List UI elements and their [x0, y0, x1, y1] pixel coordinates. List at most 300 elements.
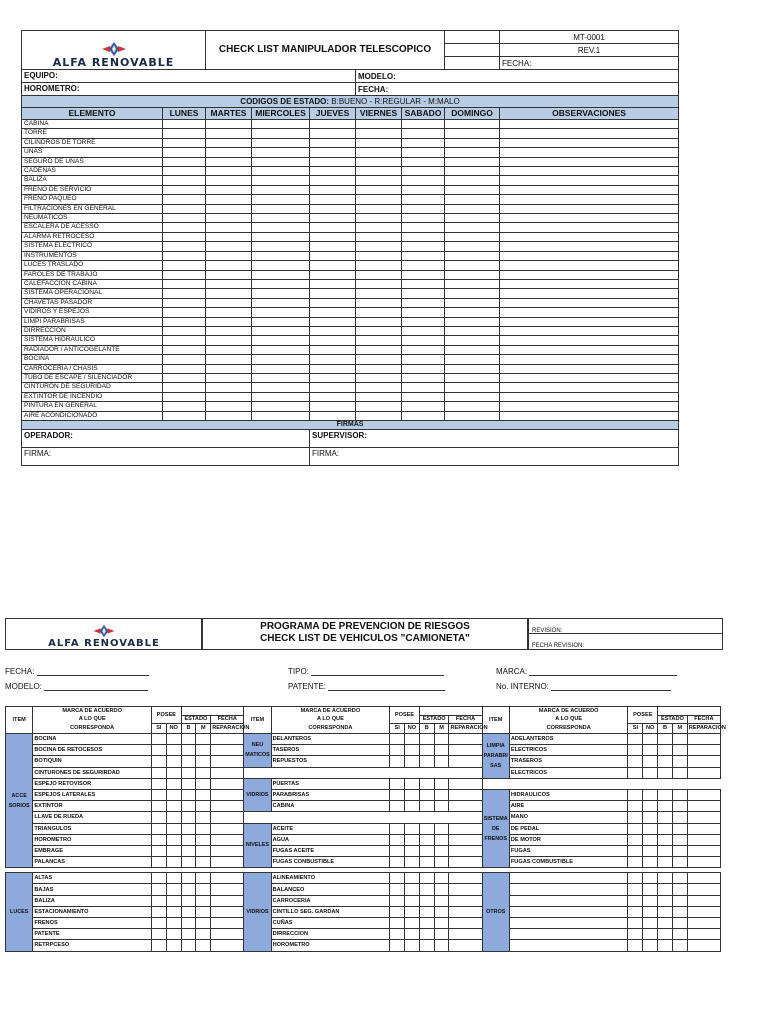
si-check-cell[interactable]	[390, 734, 405, 745]
b-check-cell[interactable]	[181, 745, 196, 756]
day-check-cell[interactable]	[356, 402, 402, 411]
si-check-cell[interactable]	[151, 734, 166, 745]
day-check-cell[interactable]	[252, 195, 310, 204]
fecha-reparacion-check-cell[interactable]	[449, 823, 482, 834]
day-check-cell[interactable]	[252, 279, 310, 288]
b-check-cell[interactable]	[658, 767, 673, 778]
no-check-cell[interactable]	[405, 940, 420, 951]
m-check-cell[interactable]	[672, 756, 687, 767]
day-check-cell[interactable]	[310, 204, 356, 213]
no-check-cell[interactable]	[643, 929, 658, 940]
day-check-cell[interactable]	[402, 195, 445, 204]
no-check-cell[interactable]	[405, 778, 420, 789]
day-check-cell[interactable]	[356, 364, 402, 373]
day-check-cell[interactable]	[445, 402, 500, 411]
day-check-cell[interactable]	[206, 242, 252, 251]
day-check-cell[interactable]	[445, 308, 500, 317]
si-check-cell[interactable]	[390, 745, 405, 756]
day-check-cell[interactable]	[163, 129, 206, 138]
observations-cell[interactable]	[500, 345, 679, 354]
fecha-reparacion-check-cell[interactable]	[211, 929, 244, 940]
b-check-cell[interactable]	[181, 929, 196, 940]
no-check-cell[interactable]	[405, 745, 420, 756]
fecha-reparacion-check-cell[interactable]	[687, 857, 720, 868]
fecha-reparacion-check-cell[interactable]	[687, 756, 720, 767]
day-check-cell[interactable]	[163, 270, 206, 279]
fecha-reparacion-check-cell[interactable]	[211, 812, 244, 823]
m-check-cell[interactable]	[434, 789, 449, 800]
day-check-cell[interactable]	[310, 148, 356, 157]
day-check-cell[interactable]	[163, 336, 206, 345]
day-check-cell[interactable]	[252, 355, 310, 364]
day-check-cell[interactable]	[445, 317, 500, 326]
day-check-cell[interactable]	[445, 120, 500, 129]
day-check-cell[interactable]	[206, 204, 252, 213]
b-check-cell[interactable]	[419, 895, 434, 906]
fecha-reparacion-check-cell[interactable]	[687, 884, 720, 895]
si-check-cell[interactable]	[151, 745, 166, 756]
fecha-reparacion-check-cell[interactable]	[687, 734, 720, 745]
day-check-cell[interactable]	[163, 308, 206, 317]
fecha-reparacion-check-cell[interactable]	[687, 823, 720, 834]
day-check-cell[interactable]	[402, 157, 445, 166]
no-check-cell[interactable]	[405, 918, 420, 929]
observations-cell[interactable]	[500, 148, 679, 157]
observations-cell[interactable]	[500, 157, 679, 166]
m-check-cell[interactable]	[196, 823, 211, 834]
no-check-cell[interactable]	[166, 778, 181, 789]
no-check-cell[interactable]	[643, 906, 658, 917]
day-check-cell[interactable]	[445, 251, 500, 260]
day-check-cell[interactable]	[445, 176, 500, 185]
day-check-cell[interactable]	[445, 364, 500, 373]
day-check-cell[interactable]	[356, 326, 402, 335]
day-check-cell[interactable]	[445, 345, 500, 354]
observations-cell[interactable]	[500, 185, 679, 194]
day-check-cell[interactable]	[445, 232, 500, 241]
day-check-cell[interactable]	[402, 204, 445, 213]
m-check-cell[interactable]	[672, 834, 687, 845]
day-check-cell[interactable]	[356, 261, 402, 270]
day-check-cell[interactable]	[252, 138, 310, 147]
day-check-cell[interactable]	[402, 167, 445, 176]
day-check-cell[interactable]	[252, 120, 310, 129]
fecha-reparacion-check-cell[interactable]	[449, 895, 482, 906]
day-check-cell[interactable]	[206, 402, 252, 411]
b-check-cell[interactable]	[419, 918, 434, 929]
day-check-cell[interactable]	[163, 411, 206, 420]
si-check-cell[interactable]	[151, 845, 166, 856]
day-check-cell[interactable]	[206, 129, 252, 138]
si-check-cell[interactable]	[151, 789, 166, 800]
day-check-cell[interactable]	[163, 242, 206, 251]
day-check-cell[interactable]	[163, 298, 206, 307]
si-check-cell[interactable]	[628, 845, 643, 856]
day-check-cell[interactable]	[445, 129, 500, 138]
b-check-cell[interactable]	[658, 756, 673, 767]
day-check-cell[interactable]	[356, 176, 402, 185]
day-check-cell[interactable]	[163, 364, 206, 373]
b-check-cell[interactable]	[658, 857, 673, 868]
b-check-cell[interactable]	[181, 789, 196, 800]
fecha-reparacion-check-cell[interactable]	[687, 918, 720, 929]
m-check-cell[interactable]	[434, 756, 449, 767]
day-check-cell[interactable]	[445, 242, 500, 251]
day-check-cell[interactable]	[206, 232, 252, 241]
no-check-cell[interactable]	[166, 734, 181, 745]
m-check-cell[interactable]	[196, 884, 211, 895]
b-check-cell[interactable]	[419, 845, 434, 856]
day-check-cell[interactable]	[402, 308, 445, 317]
si-check-cell[interactable]	[390, 834, 405, 845]
day-check-cell[interactable]	[310, 176, 356, 185]
day-check-cell[interactable]	[356, 214, 402, 223]
m-check-cell[interactable]	[434, 884, 449, 895]
observations-cell[interactable]	[500, 214, 679, 223]
no-check-cell[interactable]	[405, 895, 420, 906]
b-check-cell[interactable]	[658, 895, 673, 906]
b-check-cell[interactable]	[419, 745, 434, 756]
b-check-cell[interactable]	[181, 767, 196, 778]
day-check-cell[interactable]	[252, 326, 310, 335]
no-check-cell[interactable]	[405, 789, 420, 800]
fecha-reparacion-check-cell[interactable]	[211, 895, 244, 906]
observations-cell[interactable]	[500, 176, 679, 185]
day-check-cell[interactable]	[445, 411, 500, 420]
day-check-cell[interactable]	[402, 129, 445, 138]
day-check-cell[interactable]	[402, 148, 445, 157]
si-check-cell[interactable]	[628, 834, 643, 845]
fecha-reparacion-check-cell[interactable]	[449, 801, 482, 812]
horometro-field[interactable]: HOROMETRO:	[22, 83, 356, 96]
b-check-cell[interactable]	[419, 789, 434, 800]
day-check-cell[interactable]	[445, 223, 500, 232]
day-check-cell[interactable]	[402, 373, 445, 382]
fecha-reparacion-check-cell[interactable]	[211, 767, 244, 778]
observations-cell[interactable]	[500, 364, 679, 373]
no-check-cell[interactable]	[643, 789, 658, 800]
day-check-cell[interactable]	[356, 204, 402, 213]
day-check-cell[interactable]	[356, 138, 402, 147]
m-check-cell[interactable]	[196, 929, 211, 940]
si-check-cell[interactable]	[390, 918, 405, 929]
m-check-cell[interactable]	[672, 734, 687, 745]
day-check-cell[interactable]	[310, 223, 356, 232]
day-check-cell[interactable]	[310, 195, 356, 204]
day-check-cell[interactable]	[402, 242, 445, 251]
fecha-reparacion-check-cell[interactable]	[687, 745, 720, 756]
observations-cell[interactable]	[500, 204, 679, 213]
day-check-cell[interactable]	[163, 392, 206, 401]
m-check-cell[interactable]	[196, 940, 211, 951]
observations-cell[interactable]	[500, 411, 679, 420]
si-check-cell[interactable]	[390, 756, 405, 767]
day-check-cell[interactable]	[356, 129, 402, 138]
fecha-reparacion-check-cell[interactable]	[687, 801, 720, 812]
fecha-reparacion-check-cell[interactable]	[449, 734, 482, 745]
fecha-reparacion-check-cell[interactable]	[211, 884, 244, 895]
day-check-cell[interactable]	[310, 242, 356, 251]
day-check-cell[interactable]	[163, 232, 206, 241]
m-check-cell[interactable]	[434, 857, 449, 868]
no-check-cell[interactable]	[166, 812, 181, 823]
si-check-cell[interactable]	[151, 767, 166, 778]
observations-cell[interactable]	[500, 167, 679, 176]
si-check-cell[interactable]	[151, 873, 166, 884]
si-check-cell[interactable]	[151, 918, 166, 929]
day-check-cell[interactable]	[206, 176, 252, 185]
no-check-cell[interactable]	[166, 823, 181, 834]
m-check-cell[interactable]	[434, 834, 449, 845]
supervisor-signature-field[interactable]: FIRMA:	[310, 448, 679, 466]
day-check-cell[interactable]	[445, 157, 500, 166]
observations-cell[interactable]	[500, 138, 679, 147]
observations-cell[interactable]	[500, 279, 679, 288]
day-check-cell[interactable]	[356, 251, 402, 260]
day-check-cell[interactable]	[163, 157, 206, 166]
m-check-cell[interactable]	[434, 801, 449, 812]
b-check-cell[interactable]	[181, 756, 196, 767]
observations-cell[interactable]	[500, 402, 679, 411]
no-check-cell[interactable]	[166, 906, 181, 917]
day-check-cell[interactable]	[252, 261, 310, 270]
day-check-cell[interactable]	[252, 402, 310, 411]
observations-cell[interactable]	[500, 195, 679, 204]
b-check-cell[interactable]	[181, 778, 196, 789]
si-check-cell[interactable]	[628, 940, 643, 951]
fecha-reparacion-check-cell[interactable]	[687, 906, 720, 917]
day-check-cell[interactable]	[356, 355, 402, 364]
si-check-cell[interactable]	[390, 778, 405, 789]
day-check-cell[interactable]	[310, 214, 356, 223]
si-check-cell[interactable]	[151, 812, 166, 823]
no-check-cell[interactable]	[405, 801, 420, 812]
si-check-cell[interactable]	[151, 834, 166, 845]
b-check-cell[interactable]	[419, 884, 434, 895]
day-check-cell[interactable]	[206, 289, 252, 298]
b-check-cell[interactable]	[181, 857, 196, 868]
day-check-cell[interactable]	[310, 129, 356, 138]
day-check-cell[interactable]	[206, 411, 252, 420]
day-check-cell[interactable]	[206, 364, 252, 373]
m-check-cell[interactable]	[434, 929, 449, 940]
fecha-reparacion-check-cell[interactable]	[211, 778, 244, 789]
b-check-cell[interactable]	[181, 812, 196, 823]
day-check-cell[interactable]	[310, 317, 356, 326]
day-check-cell[interactable]	[402, 214, 445, 223]
no-check-cell[interactable]	[166, 895, 181, 906]
si-check-cell[interactable]	[151, 929, 166, 940]
day-check-cell[interactable]	[163, 176, 206, 185]
day-check-cell[interactable]	[310, 411, 356, 420]
day-check-cell[interactable]	[206, 345, 252, 354]
day-check-cell[interactable]	[356, 392, 402, 401]
no-check-cell[interactable]	[405, 906, 420, 917]
day-check-cell[interactable]	[252, 298, 310, 307]
fecha-reparacion-check-cell[interactable]	[211, 789, 244, 800]
m-check-cell[interactable]	[672, 845, 687, 856]
m-check-cell[interactable]	[196, 801, 211, 812]
day-check-cell[interactable]	[310, 120, 356, 129]
day-check-cell[interactable]	[445, 279, 500, 288]
m-check-cell[interactable]	[672, 857, 687, 868]
day-check-cell[interactable]	[206, 251, 252, 260]
day-check-cell[interactable]	[252, 176, 310, 185]
si-check-cell[interactable]	[390, 884, 405, 895]
day-check-cell[interactable]	[206, 138, 252, 147]
observations-cell[interactable]	[500, 317, 679, 326]
observations-cell[interactable]	[500, 383, 679, 392]
day-check-cell[interactable]	[252, 251, 310, 260]
fecha-reparacion-check-cell[interactable]	[449, 745, 482, 756]
day-check-cell[interactable]	[445, 214, 500, 223]
day-check-cell[interactable]	[163, 214, 206, 223]
si-check-cell[interactable]	[151, 801, 166, 812]
day-check-cell[interactable]	[356, 298, 402, 307]
si-check-cell[interactable]	[151, 857, 166, 868]
b-check-cell[interactable]	[181, 845, 196, 856]
m-check-cell[interactable]	[196, 767, 211, 778]
m-check-cell[interactable]	[196, 812, 211, 823]
patente-field[interactable]: PATENTE:	[288, 682, 445, 691]
si-check-cell[interactable]	[390, 929, 405, 940]
day-check-cell[interactable]	[163, 120, 206, 129]
day-check-cell[interactable]	[402, 364, 445, 373]
day-check-cell[interactable]	[356, 383, 402, 392]
b-check-cell[interactable]	[658, 812, 673, 823]
day-check-cell[interactable]	[163, 167, 206, 176]
m-check-cell[interactable]	[196, 734, 211, 745]
day-check-cell[interactable]	[356, 373, 402, 382]
day-check-cell[interactable]	[356, 167, 402, 176]
day-check-cell[interactable]	[445, 326, 500, 335]
fecha-reparacion-check-cell[interactable]	[687, 789, 720, 800]
day-check-cell[interactable]	[402, 411, 445, 420]
b-check-cell[interactable]	[181, 801, 196, 812]
day-check-cell[interactable]	[310, 185, 356, 194]
day-check-cell[interactable]	[206, 336, 252, 345]
fecha-reparacion-check-cell[interactable]	[449, 873, 482, 884]
day-check-cell[interactable]	[252, 167, 310, 176]
day-check-cell[interactable]	[356, 120, 402, 129]
day-check-cell[interactable]	[206, 148, 252, 157]
b-check-cell[interactable]	[419, 778, 434, 789]
b-check-cell[interactable]	[658, 734, 673, 745]
day-check-cell[interactable]	[206, 167, 252, 176]
day-check-cell[interactable]	[356, 270, 402, 279]
day-check-cell[interactable]	[402, 402, 445, 411]
day-check-cell[interactable]	[252, 289, 310, 298]
no-check-cell[interactable]	[643, 845, 658, 856]
day-check-cell[interactable]	[206, 308, 252, 317]
no-check-cell[interactable]	[643, 940, 658, 951]
day-check-cell[interactable]	[402, 289, 445, 298]
day-check-cell[interactable]	[206, 261, 252, 270]
b-check-cell[interactable]	[658, 940, 673, 951]
day-check-cell[interactable]	[163, 223, 206, 232]
day-check-cell[interactable]	[356, 185, 402, 194]
day-check-cell[interactable]	[356, 345, 402, 354]
no-check-cell[interactable]	[643, 734, 658, 745]
observations-cell[interactable]	[500, 308, 679, 317]
b-check-cell[interactable]	[419, 873, 434, 884]
day-check-cell[interactable]	[310, 298, 356, 307]
day-check-cell[interactable]	[356, 223, 402, 232]
day-check-cell[interactable]	[310, 345, 356, 354]
day-check-cell[interactable]	[402, 317, 445, 326]
day-check-cell[interactable]	[310, 373, 356, 382]
fecha-reparacion-check-cell[interactable]	[449, 756, 482, 767]
m-check-cell[interactable]	[434, 940, 449, 951]
m-check-cell[interactable]	[196, 745, 211, 756]
si-check-cell[interactable]	[151, 940, 166, 951]
day-check-cell[interactable]	[252, 336, 310, 345]
no-check-cell[interactable]	[166, 940, 181, 951]
b-check-cell[interactable]	[658, 884, 673, 895]
si-check-cell[interactable]	[628, 884, 643, 895]
b-check-cell[interactable]	[658, 834, 673, 845]
day-check-cell[interactable]	[356, 279, 402, 288]
operador-signature-field[interactable]: FIRMA:	[22, 448, 310, 466]
day-check-cell[interactable]	[252, 223, 310, 232]
day-check-cell[interactable]	[206, 317, 252, 326]
si-check-cell[interactable]	[390, 823, 405, 834]
day-check-cell[interactable]	[445, 148, 500, 157]
day-check-cell[interactable]	[402, 383, 445, 392]
day-check-cell[interactable]	[402, 326, 445, 335]
day-check-cell[interactable]	[252, 308, 310, 317]
day-check-cell[interactable]	[402, 232, 445, 241]
m-check-cell[interactable]	[672, 895, 687, 906]
day-check-cell[interactable]	[445, 289, 500, 298]
day-check-cell[interactable]	[445, 167, 500, 176]
day-check-cell[interactable]	[310, 308, 356, 317]
si-check-cell[interactable]	[151, 778, 166, 789]
observations-cell[interactable]	[500, 336, 679, 345]
b-check-cell[interactable]	[419, 940, 434, 951]
fecha-reparacion-check-cell[interactable]	[449, 778, 482, 789]
operador-field[interactable]: OPERADOR:	[22, 430, 310, 448]
day-check-cell[interactable]	[402, 261, 445, 270]
day-check-cell[interactable]	[310, 167, 356, 176]
fecha-reparacion-check-cell[interactable]	[449, 918, 482, 929]
no-check-cell[interactable]	[643, 756, 658, 767]
day-check-cell[interactable]	[445, 204, 500, 213]
day-check-cell[interactable]	[310, 232, 356, 241]
day-check-cell[interactable]	[402, 185, 445, 194]
observations-cell[interactable]	[500, 251, 679, 260]
day-check-cell[interactable]	[310, 355, 356, 364]
no-check-cell[interactable]	[643, 812, 658, 823]
m-check-cell[interactable]	[672, 767, 687, 778]
day-check-cell[interactable]	[445, 270, 500, 279]
no-check-cell[interactable]	[643, 873, 658, 884]
no-check-cell[interactable]	[166, 745, 181, 756]
observations-cell[interactable]	[500, 373, 679, 382]
no-check-cell[interactable]	[166, 756, 181, 767]
day-check-cell[interactable]	[163, 138, 206, 147]
fecha-reparacion-check-cell[interactable]	[687, 834, 720, 845]
day-check-cell[interactable]	[445, 261, 500, 270]
no-check-cell[interactable]	[405, 884, 420, 895]
day-check-cell[interactable]	[163, 373, 206, 382]
b-check-cell[interactable]	[181, 734, 196, 745]
b-check-cell[interactable]	[658, 801, 673, 812]
b-check-cell[interactable]	[658, 873, 673, 884]
day-check-cell[interactable]	[206, 392, 252, 401]
day-check-cell[interactable]	[206, 270, 252, 279]
si-check-cell[interactable]	[628, 857, 643, 868]
